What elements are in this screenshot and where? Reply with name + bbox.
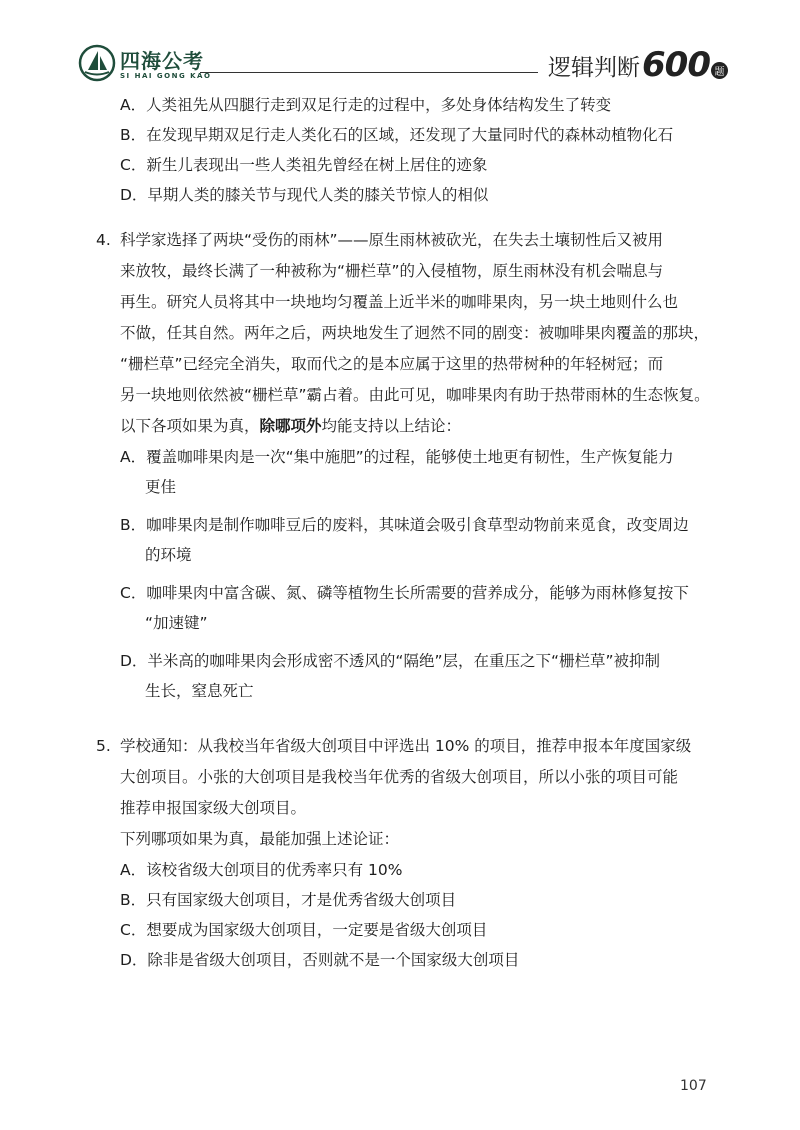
q4-stem-line: 来放牧，最终长满了一种被称为“栅栏草”的入侵植物，原生雨林没有机会喘息与 <box>120 262 664 280</box>
q5-stem-line: 学校通知：从我校当年省级大创项目中评选出 10% 的项目，推荐申报本年度国家级 <box>120 737 692 755</box>
brand-subtitle: SI HAI GONG KAO <box>120 72 212 80</box>
q4-option-c: C．咖啡果肉中富含碳、氮、磷等植物生长所需要的营养成分，能够为雨林修复按下 <box>120 584 689 602</box>
q5-stem-line: 大创项目。小张的大创项目是我校当年优秀的省级大创项目，所以小张的项目可能 <box>120 768 679 786</box>
q4-stem-line: 科学家选择了两块“受伤的雨林”——原生雨林被砍光，在失去土壤韧性后又被用 <box>120 231 664 249</box>
q4-stem-line: 再生。研究人员将其中一块地均匀覆盖上近半米的咖啡果肉，另一块土地则什么也 <box>120 293 679 311</box>
q4-option-a-cont: 更佳 <box>145 478 177 496</box>
q5-option-c: C．想要成为国家级大创项目，一定要是省级大创项目 <box>120 921 488 939</box>
q5-number: 5. <box>96 737 111 755</box>
q4-question <box>120 415 461 437</box>
q4-option-d-cont: 生长，窒息死亡 <box>145 682 254 700</box>
series-number: 600 <box>642 45 710 85</box>
q3-option-b: B．在发现早期双足行走人类化石的区域，还发现了大量同时代的森林动植物化石 <box>120 126 674 144</box>
q4-option-a: A．覆盖咖啡果肉是一次“集中施肥”的过程，能够使土地更有韧性，生产恢复能力 <box>120 448 674 466</box>
q3-option-d: D．早期人类的膝关节与现代人类的膝关节惊人的相似 <box>120 186 489 204</box>
brand-logo <box>78 44 212 86</box>
page-number: 107 <box>680 1078 707 1094</box>
q3-option-a: A．人类祖先从四腿行走到双足行走的过程中，多处身体结构发生了转变 <box>120 96 612 114</box>
series-title-block <box>548 45 728 85</box>
q4-stem-line: “栅栏草”已经完全消失，取而代之的是本应属于这里的热带树种的年轻树冠；而 <box>120 355 664 373</box>
q4-stem-line: 另一块地则依然被“栅栏草”霸占着。由此可见，咖啡果肉有助于热带雨林的生态恢复。 <box>120 386 710 404</box>
q5-stem-line: 推荐申报国家级大创项目。 <box>120 799 307 817</box>
q5-question: 下列哪项如果为真，最能加强上述论证： <box>120 830 400 848</box>
q4-question-suffix: 均能支持以上结论： <box>321 417 462 435</box>
q4-option-b-cont: 的环境 <box>145 546 192 564</box>
q5-option-a: A．该校省级大创项目的优秀率只有 10% <box>120 861 403 879</box>
q3-option-c: C．新生儿表现出一些人类祖先曾经在树上居住的迹象 <box>120 156 488 174</box>
sail-logo-icon <box>78 44 116 82</box>
q4-question-emphasis: 除哪项外 <box>259 417 322 435</box>
header-rule <box>200 72 538 73</box>
series-badge: 题 <box>711 62 728 79</box>
page-header <box>0 0 800 92</box>
q4-stem-line: 不做，任其自然。两年之后，两块地发生了迥然不同的剧变：被咖啡果肉覆盖的那块， <box>120 324 710 342</box>
brand-name: 四海公考 <box>120 49 204 73</box>
q4-option-b: B．咖啡果肉是制作咖啡豆后的废料，其味道会吸引食草型动物前来觅食，改变周边 <box>120 516 689 534</box>
q5-option-d: D．除非是省级大创项目，否则就不是一个国家级大创项目 <box>120 951 520 969</box>
q4-question-prefix: 以下各项如果为真， <box>120 417 260 435</box>
q4-option-c-cont: “加速键” <box>145 614 208 632</box>
q4-number: 4. <box>96 231 111 249</box>
q4-option-d: D．半米高的咖啡果肉会形成密不透风的“隔绝”层，在重压之下“栅栏草”被抑制 <box>120 652 661 670</box>
q5-option-b: B．只有国家级大创项目，才是优秀省级大创项目 <box>120 891 457 909</box>
series-title: 逻辑判断 <box>548 55 640 81</box>
